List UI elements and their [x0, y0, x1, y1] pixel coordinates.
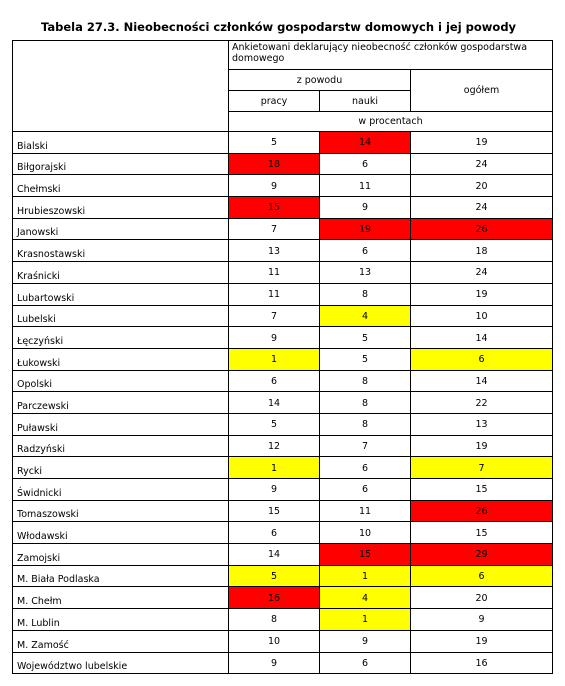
table-row: [13, 283, 553, 305]
total-value-cell: 14: [411, 370, 553, 392]
study-value-cell: 6: [320, 153, 411, 175]
region-name-cell: Rycki: [13, 457, 229, 479]
work-value-cell: 14: [229, 392, 320, 414]
table-row: [13, 262, 553, 284]
table-row: [13, 587, 553, 609]
region-name-cell: Świdnicki: [13, 479, 229, 501]
study-value-cell: 8: [320, 413, 411, 435]
total-value-cell: 15: [411, 479, 553, 501]
total-value-cell: 19: [411, 630, 553, 652]
work-value-cell: 14: [229, 544, 320, 566]
table-row: [13, 197, 553, 219]
region-name-cell: M. Lublin: [13, 609, 229, 631]
total-value-cell: 26: [411, 218, 553, 240]
work-value-cell: 6: [229, 370, 320, 392]
work-value-cell: 6: [229, 522, 320, 544]
study-value-cell: 9: [320, 630, 411, 652]
study-value-cell: 8: [320, 392, 411, 414]
table-row: [13, 630, 553, 652]
total-value-cell: 26: [411, 500, 553, 522]
region-name-cell: Lubelski: [13, 305, 229, 327]
study-value-cell: 1: [320, 565, 411, 587]
region-name-cell: Hrubieszowski: [13, 197, 229, 219]
work-value-cell: 7: [229, 218, 320, 240]
group-header: Ankietowani deklarujący nieobecność członków gospodarstwa domowego: [229, 41, 553, 70]
study-value-cell: 9: [320, 197, 411, 219]
work-value-cell: 1: [229, 457, 320, 479]
work-value-cell: 5: [229, 565, 320, 587]
work-value-cell: 7: [229, 305, 320, 327]
work-value-cell: 9: [229, 175, 320, 197]
work-value-cell: 10: [229, 630, 320, 652]
work-value-cell: 18: [229, 153, 320, 175]
table-row: [13, 305, 553, 327]
study-value-cell: 8: [320, 370, 411, 392]
total-value-cell: 16: [411, 652, 553, 674]
region-name-cell: M. Chełm: [13, 587, 229, 609]
region-name-cell: Lubartowski: [13, 283, 229, 305]
total-value-cell: 22: [411, 392, 553, 414]
study-value-cell: 15: [320, 544, 411, 566]
study-value-cell: 6: [320, 240, 411, 262]
region-name-cell: Tomaszowski: [13, 500, 229, 522]
total-value-cell: 6: [411, 565, 553, 587]
region-name-cell: Krasnostawski: [13, 240, 229, 262]
study-value-cell: 5: [320, 348, 411, 370]
table-row: [13, 153, 553, 175]
region-name-cell: M. Biała Podlaska: [13, 565, 229, 587]
work-value-cell: 15: [229, 500, 320, 522]
work-value-cell: 11: [229, 283, 320, 305]
region-name-cell: Biłgorajski: [13, 153, 229, 175]
region-name-cell: Zamojski: [13, 544, 229, 566]
region-name-cell: Kraśnicki: [13, 262, 229, 284]
work-header: pracy: [229, 91, 320, 112]
table-row: [13, 370, 553, 392]
study-value-cell: 10: [320, 522, 411, 544]
table-row: [13, 218, 553, 240]
work-value-cell: 11: [229, 262, 320, 284]
table-row: [13, 609, 553, 631]
work-value-cell: 9: [229, 327, 320, 349]
work-value-cell: 8: [229, 609, 320, 631]
region-name-cell: Radzyński: [13, 435, 229, 457]
total-value-cell: 19: [411, 132, 553, 154]
study-value-cell: 13: [320, 262, 411, 284]
study-value-cell: 6: [320, 479, 411, 501]
study-value-cell: 6: [320, 457, 411, 479]
work-value-cell: 5: [229, 132, 320, 154]
table-row: [13, 435, 553, 457]
region-name-cell: Janowski: [13, 218, 229, 240]
study-value-cell: 19: [320, 218, 411, 240]
total-value-cell: 20: [411, 175, 553, 197]
study-value-cell: 5: [320, 327, 411, 349]
unit-header: w procentach: [229, 112, 553, 132]
total-value-cell: 24: [411, 197, 553, 219]
data-table: [12, 40, 553, 674]
table-row: [13, 327, 553, 349]
table-row: [13, 565, 553, 587]
table-row: [13, 175, 553, 197]
work-value-cell: 5: [229, 413, 320, 435]
total-value-cell: 24: [411, 153, 553, 175]
study-value-cell: 4: [320, 305, 411, 327]
study-value-cell: 11: [320, 175, 411, 197]
table-row: [13, 500, 553, 522]
table-row: [13, 652, 553, 674]
table-row: [13, 413, 553, 435]
work-value-cell: 9: [229, 652, 320, 674]
region-name-cell: Łęczyński: [13, 327, 229, 349]
work-value-cell: 9: [229, 479, 320, 501]
total-value-cell: 24: [411, 262, 553, 284]
study-value-cell: 7: [320, 435, 411, 457]
reason-header: z powodu: [229, 70, 411, 91]
work-value-cell: 12: [229, 435, 320, 457]
total-value-cell: 19: [411, 283, 553, 305]
work-value-cell: 15: [229, 197, 320, 219]
table-row: [13, 479, 553, 501]
study-header: nauki: [320, 91, 411, 112]
table-row: [13, 457, 553, 479]
stub-header-cell: [13, 41, 229, 132]
table-row: [13, 544, 553, 566]
work-value-cell: 16: [229, 587, 320, 609]
total-value-cell: 13: [411, 413, 553, 435]
work-value-cell: 1: [229, 348, 320, 370]
region-name-cell: M. Zamość: [13, 630, 229, 652]
region-name-cell: Bialski: [13, 132, 229, 154]
region-name-cell: Parczewski: [13, 392, 229, 414]
region-name-cell: Włodawski: [13, 522, 229, 544]
table-row: [13, 132, 553, 154]
total-value-cell: 10: [411, 305, 553, 327]
table-title: Tabela 27.3. Nieobecności członków gospodarstw domowych i jej powody: [41, 20, 517, 34]
study-value-cell: 14: [320, 132, 411, 154]
study-value-cell: 1: [320, 609, 411, 631]
region-name-cell: Łukowski: [13, 348, 229, 370]
total-value-cell: 9: [411, 609, 553, 631]
table-row: [13, 522, 553, 544]
region-name-cell: Chełmski: [13, 175, 229, 197]
total-value-cell: 7: [411, 457, 553, 479]
total-value-cell: 20: [411, 587, 553, 609]
total-value-cell: 19: [411, 435, 553, 457]
total-value-cell: 6: [411, 348, 553, 370]
study-value-cell: 6: [320, 652, 411, 674]
region-name-cell: Puławski: [13, 413, 229, 435]
total-header: ogółem: [411, 70, 553, 112]
total-value-cell: 29: [411, 544, 553, 566]
work-value-cell: 13: [229, 240, 320, 262]
study-value-cell: 11: [320, 500, 411, 522]
table-row: [13, 392, 553, 414]
table-row: [13, 348, 553, 370]
total-value-cell: 14: [411, 327, 553, 349]
total-value-cell: 15: [411, 522, 553, 544]
region-name-cell: Opolski: [13, 370, 229, 392]
study-value-cell: 8: [320, 283, 411, 305]
table-row: [13, 240, 553, 262]
region-name-cell: Województwo lubelskie: [13, 652, 229, 674]
total-value-cell: 18: [411, 240, 553, 262]
study-value-cell: 4: [320, 587, 411, 609]
